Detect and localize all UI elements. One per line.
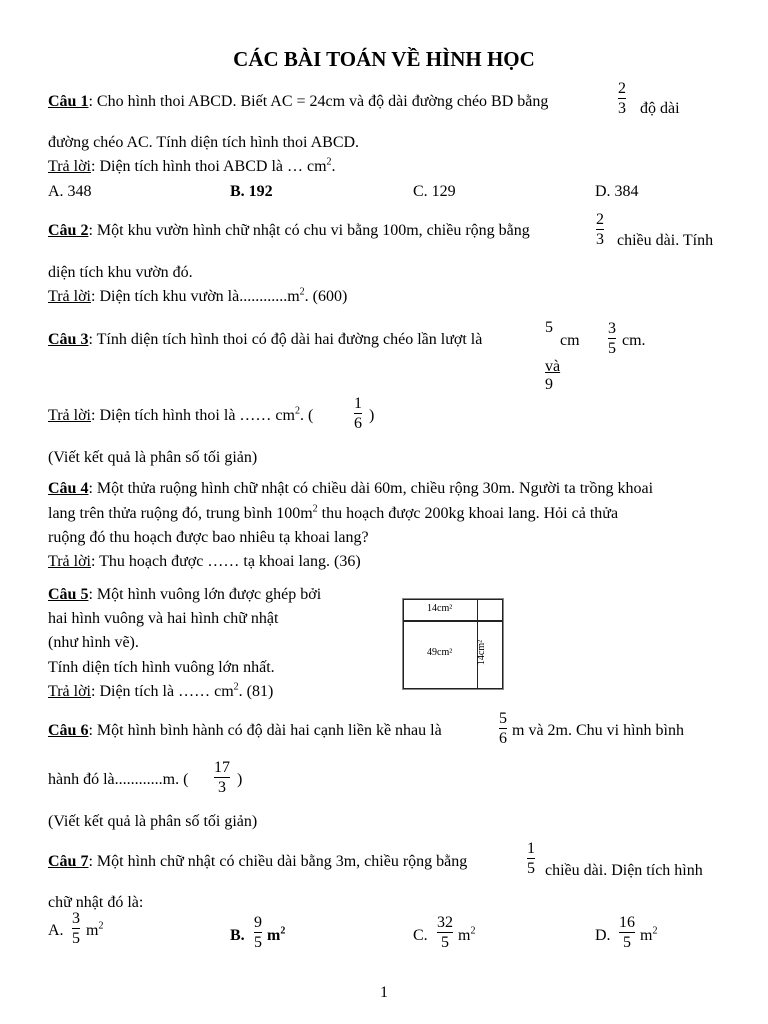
q7-option-a-fraction (72, 910, 80, 947)
q2-answer-label: Trả lời (48, 288, 91, 305)
q5-line1 (48, 585, 321, 605)
q4-answer (48, 552, 361, 572)
q5-answer-end: . (81) (238, 683, 274, 700)
q7-opt-b-sup: 2 (280, 925, 286, 937)
q1-answer (48, 157, 336, 177)
q6-note: (Viết kết quả là phân số tối giản) (48, 813, 258, 830)
q7-opt-a-sup: 2 (98, 920, 104, 932)
q7-option-c-unit (458, 926, 475, 946)
q3-answer-fraction (354, 395, 362, 432)
q1-option-d: D. 384 (595, 183, 639, 200)
q5-text-4: Tính diện tích hình vuông lớn nhất. (48, 659, 275, 676)
q2-text-a: : Một khu vườn hình chữ nhật có chu vi bằng 100m, chiều rộng bằng (88, 222, 530, 239)
q7-option-b-unit (267, 926, 285, 946)
q1-text-b: độ dài (640, 100, 680, 117)
q1-fraction (618, 80, 626, 117)
q5-text-1: : Một hình vuông lớn được ghép bởi (88, 586, 322, 603)
q2-label: Câu 2 (48, 222, 89, 239)
q1-answer-sup: 2 (326, 156, 332, 168)
q1-line1 (48, 92, 548, 112)
q7-option-d-letter: D. (595, 927, 611, 944)
q4-text-b1: lang trên thửa ruộng đó, trung bình 100m (48, 505, 313, 522)
q7-opt-d-num: 16 (619, 914, 635, 931)
figure-side-label: 14cm² (476, 639, 488, 666)
q6-line1 (48, 721, 442, 741)
q2-answer-end: . (600) (304, 288, 348, 305)
q4-answer-label: Trả lời (48, 553, 91, 570)
q7-opt-a-den: 5 (72, 930, 80, 947)
q6-ansfrac-num: 17 (214, 759, 230, 776)
q5-answer (48, 682, 273, 702)
q6-text-c: hành đó là............m. ( (48, 771, 189, 788)
q2-answer-text: : Diện tích khu vườn là............m (91, 288, 300, 305)
q6-frac-num: 5 (499, 710, 507, 727)
q7-option-b-fraction (254, 914, 262, 951)
q3-answer-end: ) (369, 407, 375, 424)
figure-square-label: 49cm² (427, 647, 453, 658)
q2-frac-num: 2 (596, 211, 604, 228)
q5-answer-sup: 2 (233, 681, 239, 693)
q4-text-b2: thu hoạch được 200kg khoai lang. Hỏi cả thửa (317, 505, 619, 522)
q3-f1-num: 5 (545, 319, 553, 336)
q7-opt-c-unit: m (458, 927, 471, 944)
q7-frac-den: 5 (527, 860, 535, 877)
q3-text-a: : Tính diện tích hình thoi có độ dài hai đường chéo lần lượt là (88, 331, 483, 348)
q7-option-c-fraction (437, 914, 453, 951)
q3-answer-text: : Diện tích hình thoi là …… cm (91, 407, 295, 424)
q1-option-a: A. 348 (48, 183, 92, 200)
q7-opt-c-num: 32 (437, 914, 453, 931)
q3-line1 (48, 330, 482, 350)
q1-text-c: đường chéo AC. Tính diện tích hình thoi ABCD. (48, 134, 360, 151)
q1-text-a: : Cho hình thoi ABCD. Biết AC = 24cm và độ dài đường chéo BD bằng (88, 93, 549, 110)
q6-text-b: m và 2m. Chu vi hình bình (512, 722, 684, 739)
q2-text-b: chiều dài. Tính (617, 232, 714, 249)
q4-line2 (48, 504, 618, 524)
q6-text-a: : Một hình bình hành có độ dài hai cạnh liền kề nhau là (88, 722, 442, 739)
q7-fraction (527, 840, 535, 877)
q7-opt-a-unit: m (86, 922, 99, 939)
q5-answer-text: : Diện tích là …… cm (91, 683, 234, 700)
q3-answer-sup: 2 (294, 405, 300, 417)
q7-option-a-letter: A. (48, 922, 64, 939)
q7-option-a-unit (86, 921, 103, 941)
q1-frac-den: 3 (618, 100, 626, 117)
q1-answer-label: Trả lời (48, 158, 91, 175)
q1-label: Câu 1 (48, 93, 89, 110)
q4-line1 (48, 479, 653, 499)
q6-label: Câu 6 (48, 722, 89, 739)
q7-opt-d-sup: 2 (652, 925, 658, 937)
q5-label: Câu 5 (48, 586, 89, 603)
q4-label: Câu 4 (48, 480, 89, 497)
q3-f1-cm: cm (560, 332, 580, 349)
q3-frac2-num: 3 (608, 320, 616, 337)
figure-small-square (477, 599, 503, 621)
q7-opt-d-den: 5 (623, 934, 631, 951)
q3-f2-unit: cm. (622, 332, 646, 349)
q7-opt-c-sup: 2 (470, 925, 476, 937)
q1-answer-end: . (331, 158, 336, 175)
q1-frac-num: 2 (618, 80, 626, 97)
q3-label: Câu 3 (48, 331, 89, 348)
q4-text-a: : Một thửa ruộng hình chữ nhật có chiều dài 60m, chiều rộng 30m. Người ta trồng khoai (88, 480, 654, 497)
q3-f1-va: và (545, 358, 561, 375)
q4-text-b-sup: 2 (312, 503, 318, 515)
figure-top-label: 14cm² (427, 603, 453, 614)
q7-option-c-letter: C. (413, 927, 428, 944)
q3-note: (Viết kết quả là phân số tối giản) (48, 449, 258, 466)
q6-fraction (499, 710, 507, 747)
q7-frac-num: 1 (527, 840, 535, 857)
q1-option-c: C. 129 (413, 183, 456, 200)
q7-line1 (48, 852, 467, 872)
q7-opt-b-den: 5 (254, 934, 262, 951)
q7-opt-b-unit: m (267, 927, 281, 944)
q2-answer-sup: 2 (299, 286, 305, 298)
page-title: CÁC BÀI TOÁN VỀ HÌNH HỌC (233, 47, 535, 71)
q4-text-c: ruộng đó thu hoạch được bao nhiêu tạ khoai lang? (48, 529, 369, 546)
q6-text-d: ) (237, 771, 243, 788)
q2-line1 (48, 221, 530, 241)
q3-ansfrac-den: 6 (354, 415, 362, 432)
q7-opt-b-num: 9 (254, 914, 262, 931)
q3-answer-label: Trả lời (48, 407, 91, 424)
q1-option-b: B. 192 (230, 183, 273, 200)
q7-opt-a-num: 3 (72, 910, 80, 927)
q7-text-b: chiều dài. Diện tích hình (545, 862, 703, 879)
q6-answer-fraction (214, 759, 230, 796)
q4-answer-text: : Thu hoạch được …… tạ khoai lang. (36) (91, 553, 361, 570)
q2-fraction (596, 211, 604, 248)
q3-fraction-2 (608, 320, 616, 357)
q2-frac-den: 3 (596, 231, 604, 248)
q2-answer (48, 287, 347, 307)
page-number: 1 (380, 984, 388, 1001)
q2-text-c: diện tích khu vườn đó. (48, 264, 193, 281)
q3-answer-mid: . ( (299, 407, 314, 424)
q7-text-c: chữ nhật đó là: (48, 894, 144, 911)
q7-option-b-letter: B. (230, 927, 245, 944)
q7-label: Câu 7 (48, 853, 89, 870)
q3-answer (48, 406, 313, 426)
q6-frac-den: 6 (499, 730, 507, 747)
q7-text-a: : Một hình chữ nhật có chiều dài bằng 3m, chiều rộng bằng (88, 853, 468, 870)
q7-opt-d-unit: m (640, 927, 653, 944)
q3-ansfrac-num: 1 (354, 395, 362, 412)
q5-answer-label: Trả lời (48, 683, 91, 700)
q3-f1-den: 9 (545, 376, 553, 393)
q6-ansfrac-den: 3 (218, 779, 226, 796)
q5-text-2: hai hình vuông và hai hình chữ nhật (48, 610, 279, 627)
q5-text-3: (như hình vẽ). (48, 634, 139, 651)
q3-frac2-den: 5 (608, 340, 616, 357)
q1-answer-text: : Diện tích hình thoi ABCD là … cm (91, 158, 327, 175)
q5-figure (402, 598, 504, 690)
q7-option-d-unit (640, 926, 657, 946)
q7-opt-c-den: 5 (441, 934, 449, 951)
q7-option-d-fraction (619, 914, 635, 951)
